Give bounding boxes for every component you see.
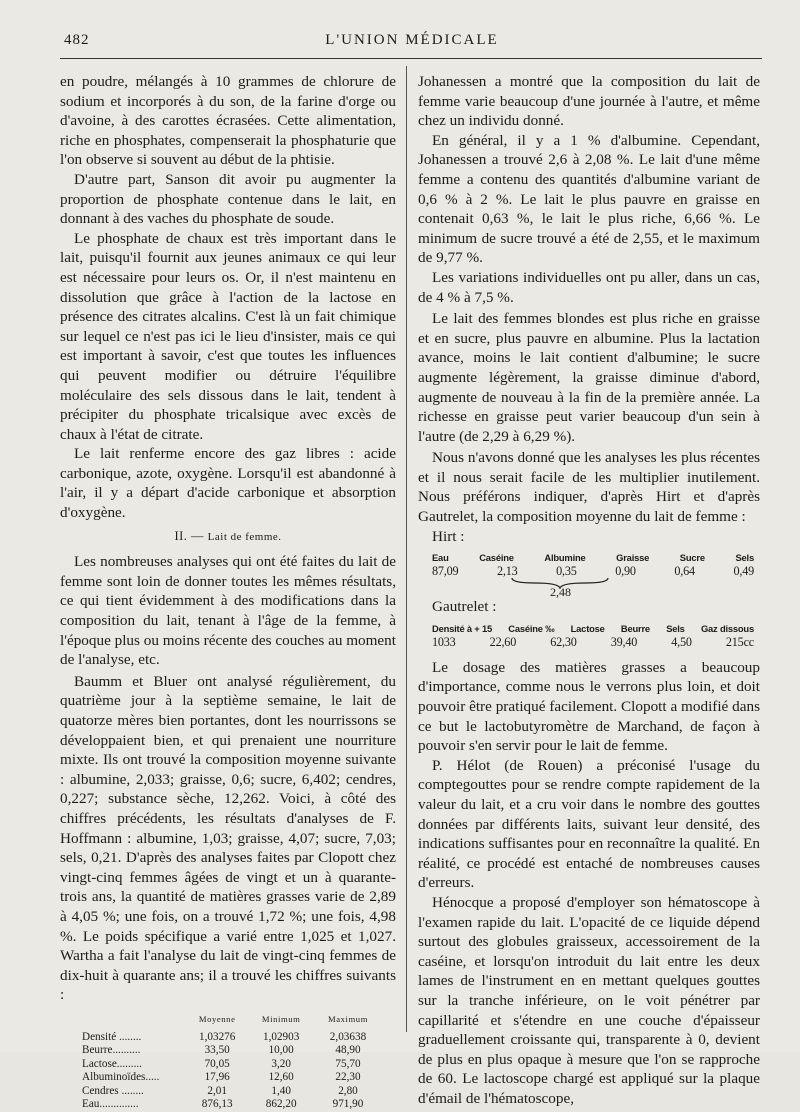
cell-minimum: 12,60 xyxy=(268,1071,294,1084)
journal-title: L'UNION MÉDICALE xyxy=(325,32,499,48)
cell-maximum: 2,80 xyxy=(338,1084,358,1097)
row-label: Albuminoïdes..... xyxy=(82,1071,160,1084)
cell-maximum: 48,90 xyxy=(335,1044,361,1057)
column-header: Sucre xyxy=(679,552,705,564)
column-header: Graisse xyxy=(616,552,650,564)
header-rule xyxy=(60,58,762,59)
paragraph: Le phosphate de chaux est très important dans le lait, puisqu'il fournit aux jeunes animaux ce qui leur est nécessaire pour leurs os. Or, il n'est maintenu en dissolution que grâce à l'action de la lactose en présence des citrates alcalins. C'est là un fait chimique sur lequel ce n'est pas ici le lieu d'insister, mais ce qui est important à savoir, c'est que toutes les influences qui peuvent modifier ou détruire l'équilibre moléculaire des sels dissous dans le lait, tendent à précipiter du phosphate tricalsique avec excès de chaux à l'état de citrate. xyxy=(60,229,396,443)
cell-moyenne: 70,05 xyxy=(204,1057,230,1070)
left-column xyxy=(60,72,396,1112)
gautrelet-value-row xyxy=(432,636,754,648)
section-number: II. — xyxy=(174,528,208,543)
column-divider xyxy=(406,66,407,1032)
page-number: 482 xyxy=(64,32,90,48)
paragraph: Nous n'avons donné que les analyses les plus récentes et il nous serait facile de les multiplier inutilement. Nous préférons indiquer, d'après Hirt et d'après Gautrelet, la composition moyenne du lait de femme : xyxy=(418,449,760,526)
table-row xyxy=(82,1071,382,1085)
column-header: Minimum xyxy=(261,1013,301,1024)
table-cell: 0,90 xyxy=(615,564,636,579)
column-header: Caséine ‰ xyxy=(508,622,555,634)
table-row xyxy=(82,1044,382,1058)
table-row xyxy=(82,1098,382,1112)
table-cell: 39,40 xyxy=(610,634,638,649)
column-header: Lactose xyxy=(570,622,605,634)
hirt-label: Hirt : xyxy=(432,527,465,545)
paragraph: Le dosage des matières grasses a beaucoup d'importance, comme nous le verrons plus loin, et doit pouvoir être pratiqué facilement. Clopott a modifié dans ce but le lactobutyromètre de Marchand, de façon à pouvoir s'en servir pour le lait de femme. xyxy=(418,658,760,755)
row-label: Beurre.......... xyxy=(82,1044,141,1057)
table-cell: 0,35 xyxy=(556,564,577,579)
cell-maximum: 22,30 xyxy=(335,1071,361,1084)
brace-total: 2,48 xyxy=(550,585,571,600)
column-header: Eau xyxy=(432,552,449,564)
column-header: Beurre xyxy=(620,622,650,634)
cell-moyenne: 33,50 xyxy=(204,1044,230,1057)
hirt-header-row xyxy=(432,552,754,564)
paragraph: Le lait renferme encore des gaz libres : acide carbonique, azote, oxygène. Lorsqu'il est abandonné à l'air, il y a départ d'acide carbonique et absorption d'oxygène. xyxy=(60,445,396,522)
column-header: Albumine xyxy=(544,552,586,564)
column-header: Gaz dissous xyxy=(700,622,754,634)
table-row xyxy=(82,1085,382,1099)
column-header: Densité à + 15 xyxy=(432,622,492,634)
cell-moyenne: 1,03276 xyxy=(198,1030,236,1043)
row-label: Densité ........ xyxy=(82,1030,142,1043)
table-cell: 1033 xyxy=(432,634,456,649)
cell-moyenne: 876,13 xyxy=(201,1098,233,1111)
wartha-composition-table xyxy=(82,1013,382,1112)
cell-minimum: 3,20 xyxy=(271,1057,291,1070)
row-label: Lactose......... xyxy=(82,1057,142,1070)
gautrelet-label: Gautrelet : xyxy=(432,598,497,616)
table-cell: 2,13 xyxy=(497,564,518,579)
table-cell: 0,49 xyxy=(733,564,754,579)
cell-minimum: 862,20 xyxy=(265,1098,297,1111)
cell-minimum: 1,02903 xyxy=(262,1030,300,1043)
gautrelet-header-row xyxy=(432,623,754,635)
paragraph: En général, il y a 1 % d'albumine. Cependant, Johanessen a trouvé 2,6 à 2,08 %. Le lait d'une même femme a contenu des quantités d'albumine variant de 0,6 % à 2 %. Le lait le plus pauvre en graisse en contenait 0,63 %, le lait le plus riche, 6,66 %. Le minimum de sucre trouvé a été de 2,55, et le maximum de 9,77 %. xyxy=(418,131,760,267)
table-cell: 0,64 xyxy=(674,564,695,579)
row-label: Eau.............. xyxy=(82,1098,139,1111)
column-header: Sels xyxy=(666,622,685,634)
paragraph: Le lait des femmes blondes est plus riche en graisse et en sucre, plus pauvre en albumine. Plus la lactation avance, moins le lait contient d'albumine; le sucre augmente légèrement, la graisse diminue d'abord, augmente de nouveau à la fin de la première année. La richesse en graisse peut varier beaucoup d'un sein à l'autre (de 2,29 à 6,29 %). xyxy=(418,310,760,445)
column-header: Sels xyxy=(735,552,754,564)
cell-minimum: 1,40 xyxy=(271,1084,291,1097)
hirt-value-row xyxy=(432,565,754,577)
cell-maximum: 75,70 xyxy=(335,1057,361,1070)
paragraph: P. Hélot (de Rouen) a préconisé l'usage du comptegouttes pour se rendre compte rapidement de la valeur du lait, et a cru voir dans le nombre des gouttes données par différents laits, suivant leur densité, des indications suffisantes pour en reconnaître la qualité. En réalité, ce procédé est entaché de nombreuses causes d'erreurs. xyxy=(418,756,760,892)
table-row xyxy=(82,1058,382,1072)
table-cell: 62,30 xyxy=(550,634,577,649)
table-cell: 4,50 xyxy=(671,634,692,649)
section-heading xyxy=(60,527,396,548)
paragraph: Les nombreuses analyses qui ont été faites du lait de femme sont loin de donner toutes les mêmes résultats, ce qui tient évidemment à des modifications dans la composition du lait, tenant à l'âge de la femme, à l'époque plus ou moins récente des couches au moment de l'analyse, etc. xyxy=(60,553,396,669)
table-cell: 87,09 xyxy=(432,564,459,579)
cell-moyenne: 2,01 xyxy=(207,1084,227,1097)
table-cell: 22,60 xyxy=(489,634,517,649)
paragraph: Johanessen a montré que la composition du lait de femme varie beaucoup d'une journée à l'autre, et même chez un individu donné. xyxy=(418,73,760,130)
paragraph: Les variations individuelles ont pu aller, dans un cas, de 4 % à 7,5 %. xyxy=(418,268,760,306)
table-cell: 215cc xyxy=(725,634,754,649)
row-label: Cendres ........ xyxy=(82,1084,144,1097)
column-header: Maximum xyxy=(327,1013,368,1024)
paragraph: Hénocque a proposé d'employer son hématoscope à l'examen rapide du lait. L'opacité de ce liquide dépend surtout des globules graisseux, accessoirement de la caséine, et lorsqu'on introduit du lait entre les deux lames de l'instrument en en mettant quelques gouttes sur la tranche inférieure, on le voit pénétrer par capillarité et s'étendre en une couche d'épaisseur graduellement croissante qui, transparente à 0, devient de plus en plus opaque à mesure que l'on se rapproche de 60. Le lactoscope chargé est appliqué sur la plaque d'émail de l'hématoscope, xyxy=(418,893,760,1107)
column-header: Caséine xyxy=(479,552,514,564)
paragraph: en poudre, mélangés à 10 grammes de chlorure de sodium et incorporés à du son, de la farine d'orge ou d'avoine, à des carottes écrasées. Cette alimentation, riche en phosphates, compenserait la phosphaturie que l'on observe si souvent au début de la phtisie. xyxy=(60,73,396,169)
cell-maximum: 2,03638 xyxy=(329,1030,367,1043)
table-row xyxy=(82,1031,382,1045)
cell-maximum: 971,90 xyxy=(332,1098,364,1111)
table-header-row xyxy=(82,1013,382,1031)
page-header xyxy=(64,32,760,52)
section-name: Lait de femme. xyxy=(207,530,282,543)
cell-moyenne: 17,96 xyxy=(204,1071,230,1084)
paragraph: Baumm et Bluer ont analysé régulièrement, du quatrième jour à la septième semaine, le lait de quatorze mères bien portantes, dont les nourrissons se développaient bien, et qui prenaient une nourriture mixte. Ils ont trouvé la composition moyenne suivante : albumine, 2,033; graisse, 0,6; sucre, 6,402; cendres, 0,227; substance sèche, 12,262. Voici, à côté des chiffres précédents, les résultats d'analyses de F. Hoffmann : albumine, 1,03; graisse, 4,07; sucre, 7,03; sels, 0,21. D'après des analyses faites par Clopott chez vingt-cinq femmes âgées de vingt et un à quarante-trois ans, la quantité de matières grasses varie de 2,89 à 4,05 %; une fois, on a trouvé 1,72 %; une fois, 4,98 %. Le poids spécifique a varié entre 1,025 et 1,027. Wartha a fait l'analyse du lait de vingt-cinq femmes de dix-huit à quarante ans; il a trouvé les chiffres suivants : xyxy=(60,672,396,1004)
cell-minimum: 10,00 xyxy=(268,1044,294,1057)
column-header: Moyenne xyxy=(198,1013,236,1024)
right-column xyxy=(418,72,760,1109)
paragraph: D'autre part, Sanson dit avoir pu augmenter la proportion de phosphate contenue dans le lait, en donnant à des vaches du phosphate de soude. xyxy=(60,170,396,228)
hirt-brace xyxy=(432,577,760,600)
